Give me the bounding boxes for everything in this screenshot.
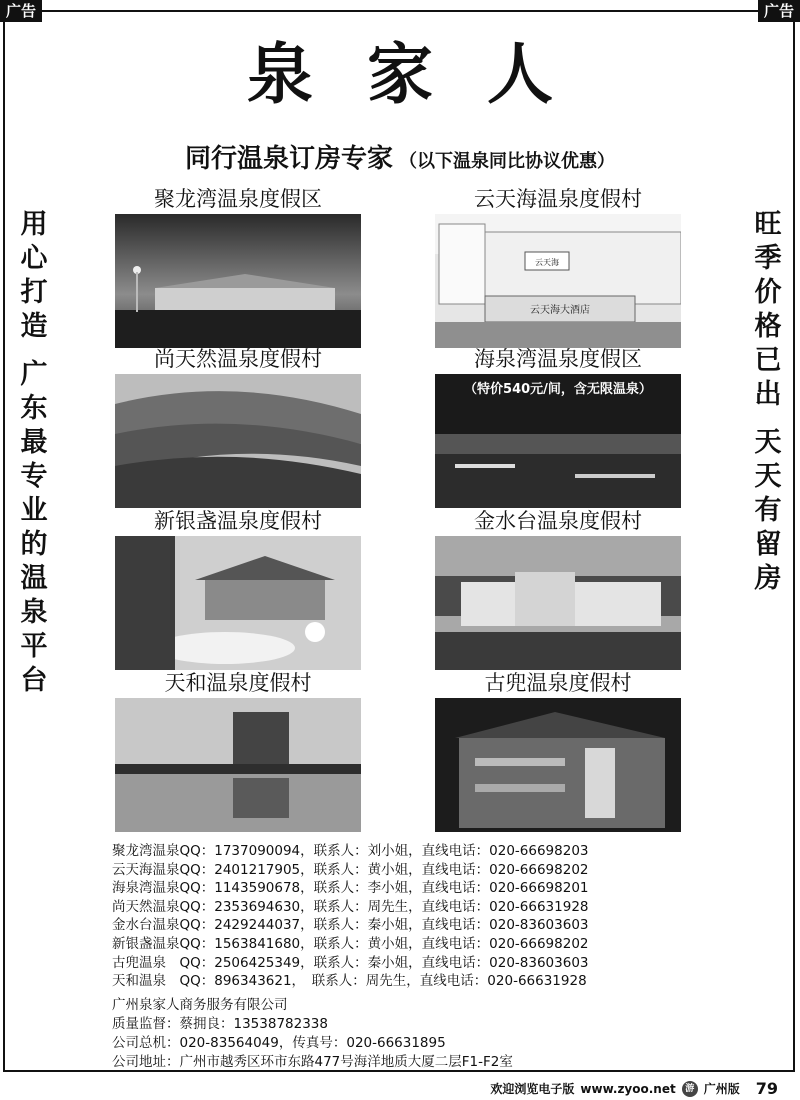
slogan-char: 业 — [20, 495, 48, 526]
slogan-char: 打 — [20, 277, 48, 308]
slogan-char: 广 — [20, 359, 48, 390]
resort-photo-jinshuitai — [435, 536, 681, 670]
slogan-char: 格 — [754, 311, 782, 342]
resort-name: 云天海温泉度假村 — [474, 187, 642, 211]
contact-row: 海泉湾温泉QQ：1143590678，联系人：李小姐，直线电话：020-66698201 — [112, 880, 589, 897]
slogan-char: 泉 — [20, 597, 48, 628]
promo-badge: （特价540元/间，含无限温泉） — [464, 382, 652, 397]
contact-row: 聚龙湾温泉QQ：1737090094，联系人：刘小姐，直线电话：020-66698203 — [112, 843, 589, 859]
resort-card-jinshuitai[interactable] — [433, 508, 683, 670]
resort-card-gudou[interactable] — [433, 670, 683, 832]
slogan-char: 留 — [754, 529, 782, 560]
resort-card-shangtianran[interactable] — [113, 346, 363, 508]
footer-welcome: 欢迎浏览电子版 — [490, 1082, 575, 1096]
slogan-char: 平 — [20, 631, 48, 662]
contact-row: 金水台温泉QQ：2429244037，联系人：秦小姐，直线电话：020-83603603 — [112, 917, 589, 934]
seal-icon: 游 — [682, 1081, 698, 1097]
resort-name: 聚龙湾温泉度假区 — [154, 187, 322, 211]
company-info — [112, 996, 752, 1072]
resort-name: 新银盏温泉度假村 — [154, 509, 322, 533]
resort-card-tianhe[interactable] — [113, 670, 363, 832]
resort-photo-tianhe — [115, 698, 361, 832]
slogan-char: 价 — [754, 277, 782, 308]
slogan-char: 心 — [20, 243, 48, 274]
hotel-sign-small: 云天海 — [535, 258, 559, 267]
resort-name: 海泉湾温泉度假区 — [474, 347, 642, 371]
quality-supervisor: 质量监督：蔡拥良：13538782338 — [112, 1016, 328, 1032]
slogan-char: 东 — [20, 393, 48, 424]
contact-list — [112, 842, 712, 991]
slogan-char: 房 — [754, 563, 782, 594]
page-number: 79 — [755, 1079, 778, 1098]
resort-photo-xinyinzhan — [115, 536, 361, 670]
footer-edition: 广州版 — [703, 1082, 740, 1096]
slogan-char: 旺 — [754, 209, 782, 240]
contact-row: 新银盏温泉QQ：1563841680，联系人：黄小姐，直线电话：020-66698202 — [112, 935, 589, 952]
resort-card-julongwan[interactable] — [113, 186, 363, 348]
slogan-char: 天 — [754, 427, 782, 458]
contact-row: 古兜温泉 QQ：2506425349，联系人：秦小姐，直线电话：020-83603603 — [112, 954, 589, 971]
slogan-char: 温 — [20, 563, 48, 594]
tagline — [0, 142, 800, 179]
slogan-char: 造 — [20, 311, 48, 342]
tagline-sub: （以下温泉同比协议优惠） — [399, 151, 615, 172]
page-footer — [490, 1079, 778, 1098]
side-slogan-right — [748, 208, 788, 596]
slogan-gap — [748, 412, 788, 426]
contact-row: 云天海温泉QQ：2401217905，联系人：黄小姐，直线电话：020-66698202 — [112, 861, 589, 878]
slogan-char: 专 — [20, 461, 48, 492]
company-name: 广州泉家人商务服务有限公司 — [112, 997, 288, 1013]
resort-name: 尚天然温泉度假村 — [154, 347, 322, 371]
slogan-char: 的 — [20, 529, 48, 560]
resort-photo-gudou — [435, 698, 681, 832]
ad-tag-left: 广告 — [0, 0, 42, 22]
slogan-char: 最 — [20, 427, 48, 458]
hotel-sign-large: 云天海大酒店 — [530, 305, 590, 316]
brand-title: 泉家人 — [247, 35, 607, 113]
resort-card-haiquanwan[interactable] — [433, 346, 683, 508]
footer-url[interactable]: www.zyoo.net — [580, 1081, 676, 1096]
contact-row: 天和温泉 QQ：896343621， 联系人：周先生，直线电话：020-66631928 — [112, 973, 587, 990]
contact-row: 尚天然温泉QQ：2353694630，联系人：周先生，直线电话：020-66631928 — [112, 898, 589, 915]
resort-photo-yuntianhai — [435, 214, 681, 348]
resort-name: 金水台温泉度假村 — [474, 509, 642, 533]
resort-photo-shangtianran — [115, 374, 361, 508]
resort-name: 天和温泉度假村 — [164, 671, 312, 695]
resort-photo-haiquanwan — [435, 374, 681, 508]
resort-card-yuntianhai[interactable] — [433, 186, 683, 348]
slogan-char: 天 — [754, 461, 782, 492]
side-slogan-left — [14, 208, 54, 698]
slogan-char: 季 — [754, 243, 782, 274]
resort-name: 古兜温泉度假村 — [484, 671, 632, 695]
slogan-char: 有 — [754, 495, 782, 526]
slogan-char: 台 — [20, 665, 48, 696]
slogan-char: 已 — [754, 345, 782, 376]
tagline-main: 同行温泉订房专家 — [184, 144, 393, 174]
ad-tag-right: 广告 — [758, 0, 800, 22]
company-address: 公司地址：广州市越秀区环市东路477号海洋地质大厦二层F1-F2室 — [112, 1054, 513, 1070]
slogan-char: 用 — [20, 209, 48, 240]
company-phone: 公司总机：020-83564049，传真号：020-66631895 — [112, 1035, 446, 1051]
resort-photo-julongwan — [115, 214, 361, 348]
slogan-char: 出 — [754, 379, 782, 410]
slogan-gap — [14, 344, 54, 358]
resort-card-xinyinzhan[interactable] — [113, 508, 363, 670]
